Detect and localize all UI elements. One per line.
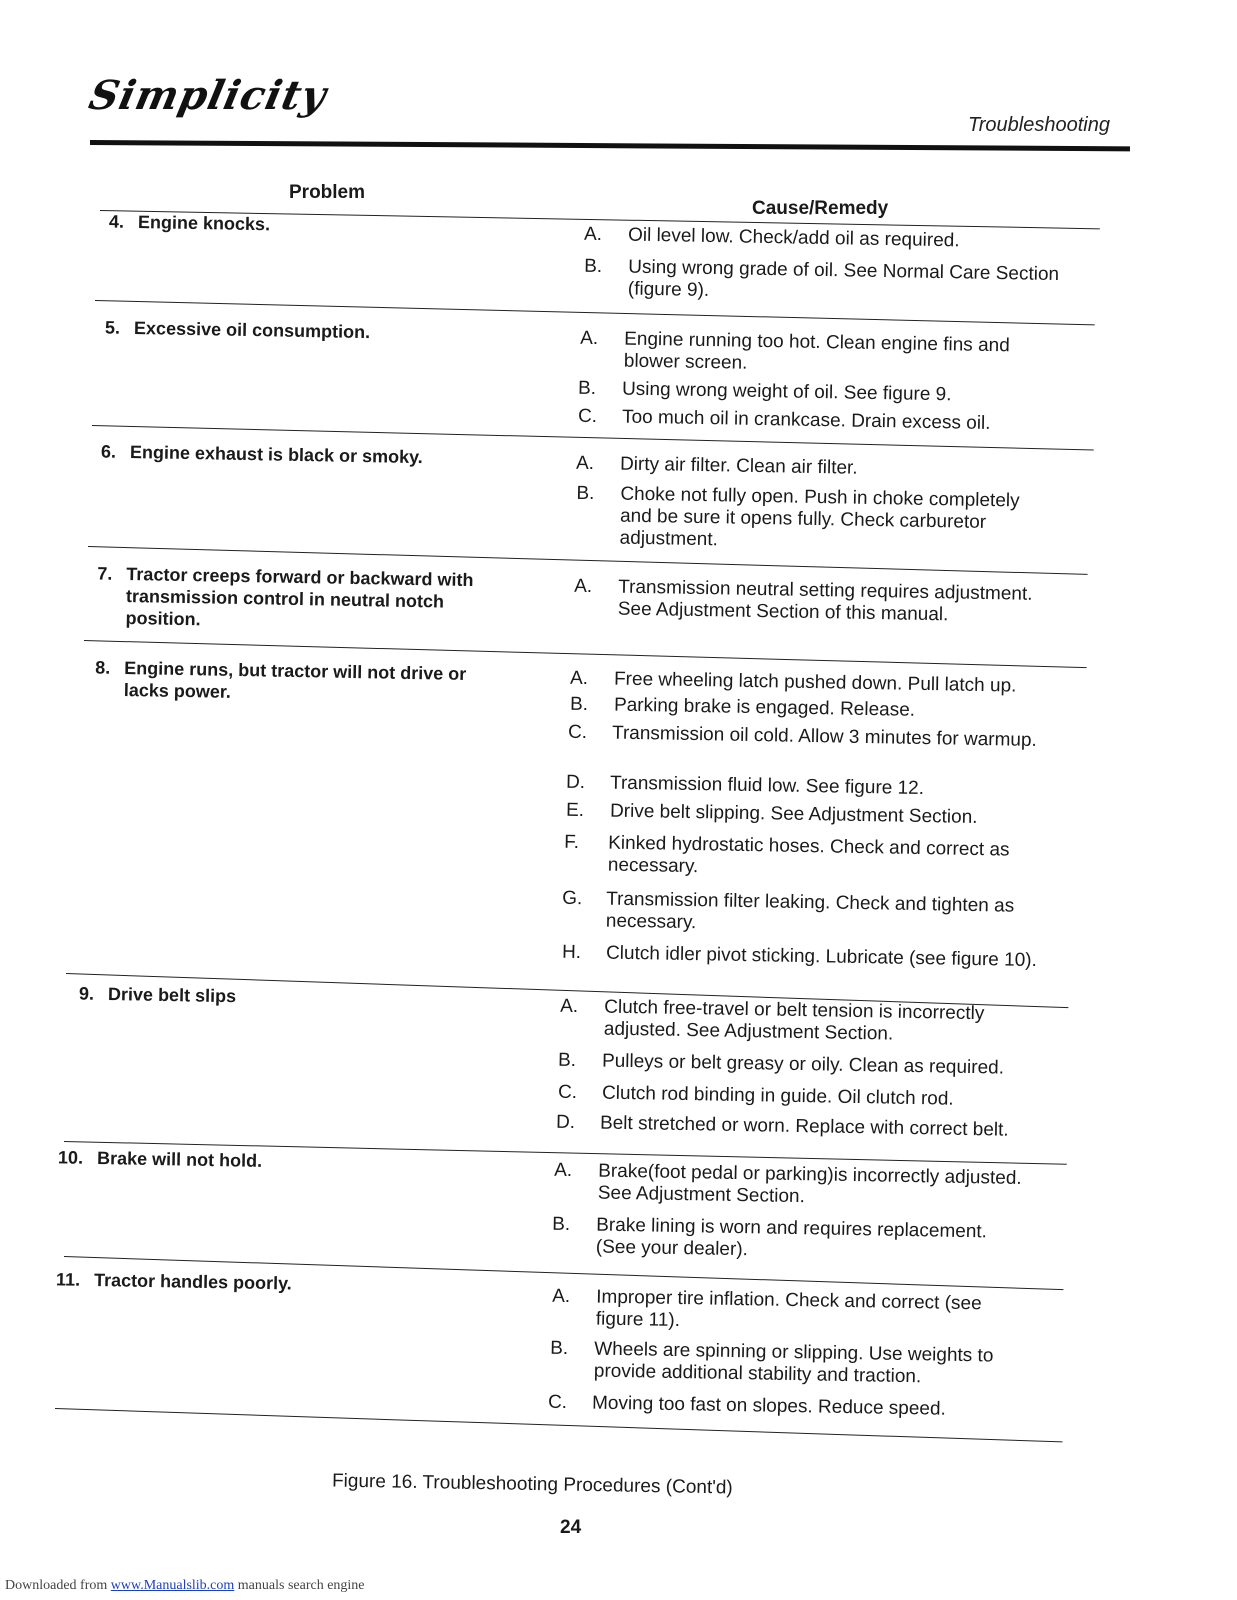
- problem-item: 4. Engine knocks.: [108, 211, 271, 235]
- remedy-item: B. Wheels are spinning or slipping. Use weights to provide additional stability and traction.: [550, 1337, 994, 1388]
- problem-item: 6. Engine exhaust is black or smoky.: [100, 441, 423, 468]
- remedy-item: C. Transmission oil cold. Allow 3 minutes for warmup.: [567, 721, 1038, 751]
- remedy-item: B. Choke not fully open. Push in choke completely and be sure it opens fully. Check carburetor adjustment.: [576, 482, 1020, 551]
- remedy-item: F. Kinked hydrostatic hoses. Check and correct as necessary.: [564, 831, 1010, 878]
- page-number: 24: [560, 1517, 582, 1538]
- remedy-item: D. Transmission fluid low. See figure 12.: [565, 771, 925, 800]
- header-rule: [90, 140, 1130, 151]
- download-footer: [5, 1578, 365, 1594]
- figure-caption: Figure 16. Troubleshooting Procedures (Cont'd): [331, 1470, 733, 1499]
- problem-item: 9. Drive belt slips: [78, 983, 237, 1007]
- remedy-item: B. Parking brake is engaged. Release.: [569, 693, 916, 721]
- remedy-item: C. Moving too fast on slopes. Reduce speed.: [547, 1391, 947, 1420]
- remedy-item: C. Clutch rod binding in guide. Oil clutch rod.: [557, 1081, 954, 1110]
- remedy-item: A. Oil level low. Check/add oil as required.: [583, 223, 960, 252]
- remedy-item: B. Brake lining is worn and requires replacement. (See your dealer).: [552, 1213, 988, 1261]
- remedy-item: A. Engine running too hot. Clean engine fins and blower screen.: [580, 327, 1010, 374]
- remedy-item: A. Dirty air filter. Clean air filter.: [575, 452, 858, 479]
- problem-item: 8. Engine runs, but tractor will not drive or lacks power.: [95, 657, 467, 702]
- brand-logo: Simplicity: [85, 72, 332, 119]
- remedy-item: E. Drive belt slipping. See Adjustment Section.: [565, 799, 978, 828]
- remedy-item: H. Clutch idler pivot sticking. Lubricate (see figure 10).: [561, 941, 1038, 972]
- footer-prefix: Downloaded from: [5, 1578, 108, 1593]
- problem-item: 7. Tractor creeps forward or backward with transmission control in neutral notch position.: [97, 563, 474, 630]
- remedy-item: A. Improper tire inflation. Check and correct (see figure 11).: [552, 1285, 982, 1332]
- manualslib-link[interactable]: www.Manualslib.com: [110, 1578, 235, 1593]
- remedy-item: D. Belt stretched or worn. Replace with correct belt.: [555, 1111, 1009, 1141]
- remedy-item: A. Brake(foot pedal or parking)is incorrectly adjusted. See Adjustment Section.: [554, 1159, 1022, 1208]
- problem-item: 5. Excessive oil consumption.: [104, 317, 371, 343]
- remedy-item: B. Using wrong grade of oil. See Normal Care Section (figure 9).: [584, 255, 1060, 301]
- remedy-item: B. Using wrong weight of oil. See figure 9.: [577, 377, 952, 406]
- remedy-item: B. Pulleys or belt greasy or oily. Clean as required.: [557, 1049, 1005, 1079]
- remedy-item: G. Transmission filter leaking. Check and tighten as necessary.: [562, 887, 1015, 934]
- footer-suffix: manuals search engine: [237, 1578, 365, 1593]
- remedy-column-header: Cause/Remedy: [752, 198, 889, 219]
- section-title: Troubleshooting: [968, 114, 1110, 136]
- remedy-item: A. Transmission neutral setting requires adjustment. See Adjustment Section of this manual.: [574, 575, 1033, 626]
- problem-column-header: Problem: [289, 182, 366, 203]
- remedy-item: A. Clutch free-travel or belt tension is incorrectly adjusted. See Adjustment Section.: [560, 995, 985, 1045]
- problem-item: 11. Tractor handles poorly.: [55, 1269, 292, 1294]
- problem-item: 10. Brake will not hold.: [57, 1147, 263, 1171]
- remedy-item: C. Too much oil in crankcase. Drain excess oil.: [577, 405, 991, 435]
- remedy-item: A. Free wheeling latch pushed down. Pull latch up.: [569, 667, 1017, 697]
